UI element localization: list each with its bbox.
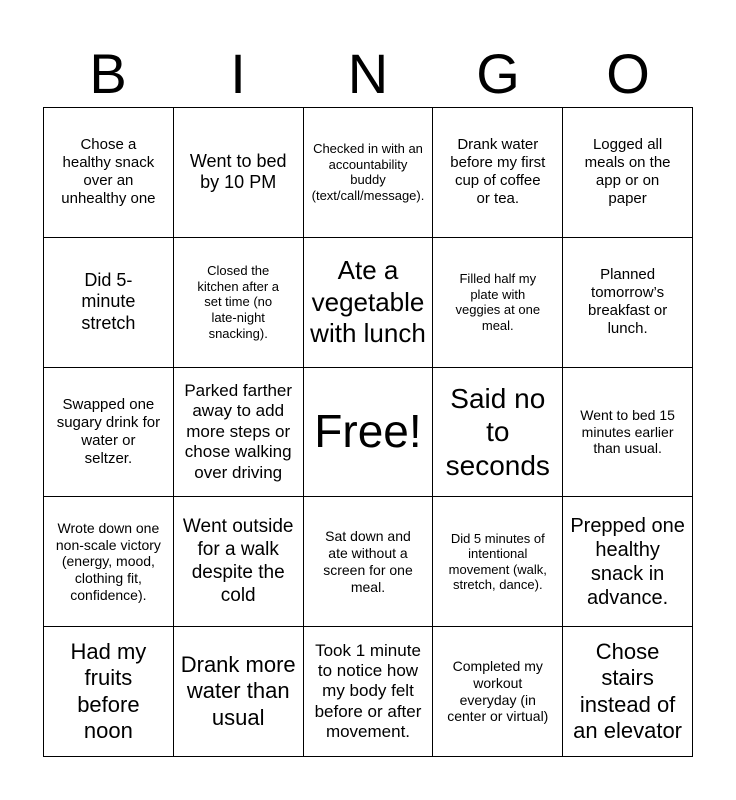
bingo-cell-text: Swapped one sugary drink for water or seltzer. [56, 395, 161, 467]
bingo-cell-text: Ate a vegetable with lunch [310, 255, 426, 348]
bingo-cell[interactable] [304, 108, 434, 238]
bingo-cell[interactable] [44, 238, 174, 368]
bingo-cell-text: Said no to seconds [445, 382, 550, 481]
bingo-cell[interactable] [563, 368, 693, 498]
bingo-cell-text: Went to bed 15 minutes earlier than usual. [580, 406, 675, 457]
bingo-cell-text: Did 5 minutes of intentional movement (walk, stretch, dance). [448, 530, 547, 593]
header-letter-n: N [347, 42, 389, 105]
header-letter-o: O [606, 42, 650, 105]
bingo-cell-text: Did 5-minute stretch [81, 269, 136, 333]
bingo-cell-text: Completed my workout everyday (in center or virtual) [447, 658, 549, 725]
bingo-cell-text: Drank water before my first cup of coffee or tea. [450, 136, 546, 208]
bingo-cell[interactable] [44, 108, 174, 238]
bingo-cell-text: Drank more water than usual [180, 652, 296, 730]
bingo-cell[interactable] [563, 108, 693, 238]
bingo-cell-text: Logged all meals on the app or on paper [584, 136, 671, 208]
bingo-header [43, 40, 693, 108]
bingo-cell-text: Checked in with an accountability buddy (text/call/message). [311, 141, 425, 203]
bingo-cell[interactable] [44, 368, 174, 498]
bingo-cell-text: Prepped one healthy snack in advance. [570, 514, 685, 609]
bingo-cell[interactable] [563, 238, 693, 368]
bingo-cell[interactable] [433, 627, 563, 757]
bingo-cell-text: Planned tomorrow’s breakfast or lunch. [587, 266, 668, 338]
bingo-cell-text: Closed the kitchen after a set time (no late-night snacking). [197, 263, 280, 341]
header-letter-i: I [230, 42, 246, 105]
bingo-cell[interactable] [304, 238, 434, 368]
bingo-cell[interactable] [174, 108, 304, 238]
bingo-cell[interactable] [174, 238, 304, 368]
free-space-text: Free! [314, 405, 422, 458]
bingo-cell-text: Took 1 minute to notice how my body felt before or after movement. [314, 640, 422, 742]
bingo-cell-text: Sat down and ate without a screen for one meal. [323, 528, 413, 595]
bingo-cell-text: Filled half my plate with veggies at one meal. [455, 271, 541, 333]
bingo-cell-text: Chose a healthy snack over an unhealthy one [61, 136, 156, 208]
header-letter-g: G [476, 42, 520, 105]
bingo-cell[interactable] [433, 497, 563, 627]
header-letter-b: B [89, 42, 127, 105]
bingo-cell[interactable] [433, 238, 563, 368]
bingo-cell[interactable] [433, 108, 563, 238]
bingo-cell[interactable] [563, 627, 693, 757]
bingo-cell[interactable] [174, 368, 304, 498]
bingo-cell-text: Chose stairs instead of an elevator [573, 638, 683, 743]
bingo-board [43, 107, 693, 757]
bingo-cell[interactable] [304, 627, 434, 757]
bingo-cell-text: Went outside for a walk despite the cold [182, 516, 294, 606]
bingo-cell[interactable] [304, 497, 434, 627]
bingo-cell-text: Parked farther away to add more steps or chose walking over driving [184, 381, 293, 482]
bingo-cell-text: Had my fruits before noon [70, 638, 147, 743]
bingo-cell[interactable] [174, 497, 304, 627]
bingo-cell[interactable] [433, 368, 563, 498]
bingo-cell-text: Went to bed by 10 PM [189, 150, 287, 193]
bingo-cell-text: Wrote down one non-scale victory (energy, mood, clothing fit, confidence). [55, 519, 161, 603]
bingo-cell[interactable] [44, 497, 174, 627]
bingo-cell[interactable] [174, 627, 304, 757]
bingo-cell[interactable] [563, 497, 693, 627]
free-space-cell[interactable] [304, 368, 434, 498]
bingo-cell[interactable] [44, 627, 174, 757]
